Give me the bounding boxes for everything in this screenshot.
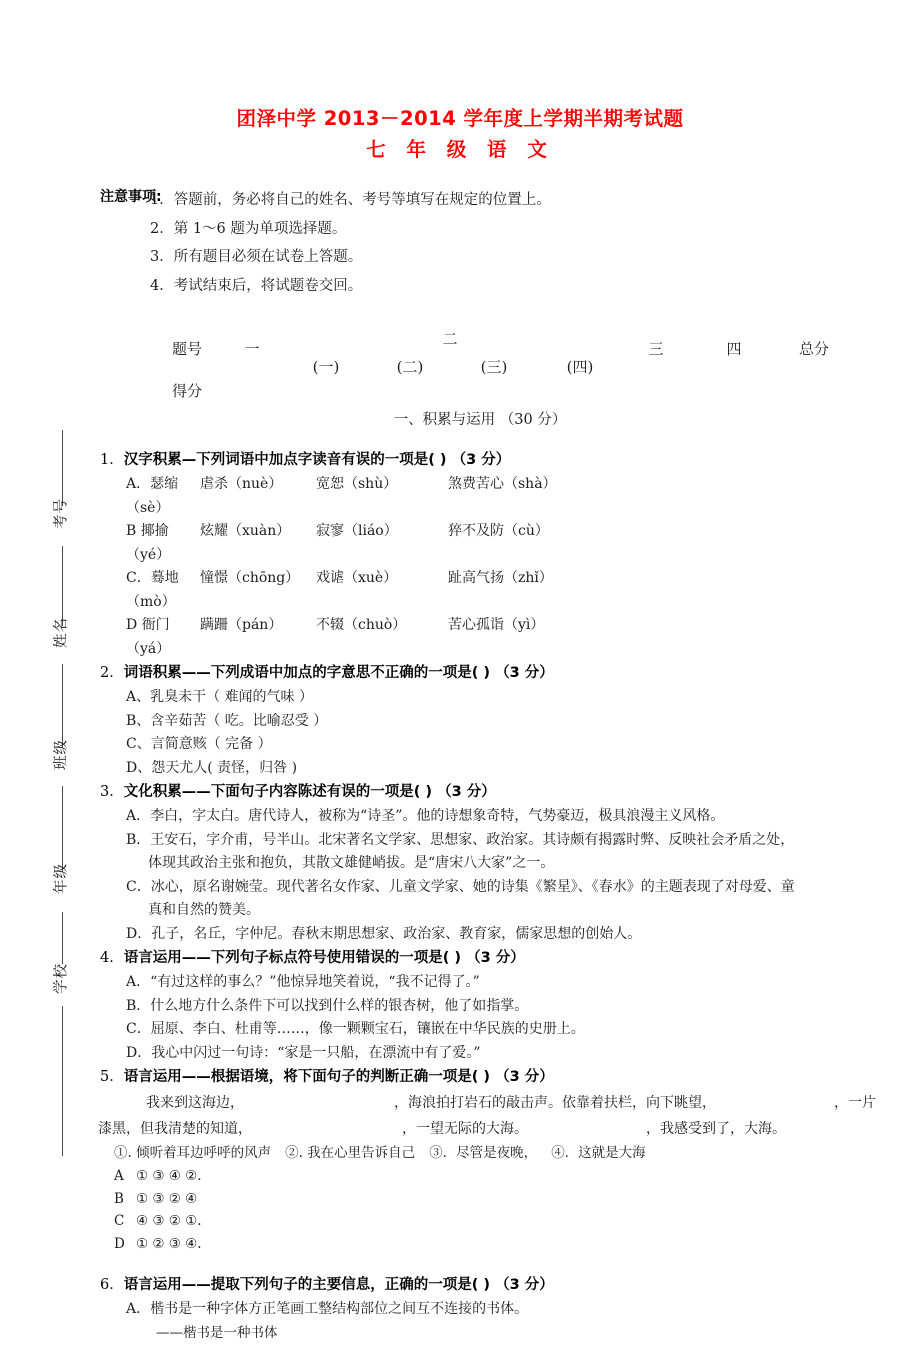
option-c-word-2: 憧憬（chōng） bbox=[200, 570, 300, 586]
option-a-word-4: 煞费苦心（shà） bbox=[448, 476, 557, 492]
option-d-word: D 衙门（yá） bbox=[126, 617, 171, 657]
score-table-col-2-3: (三) bbox=[480, 358, 508, 376]
option-b-word-4: 猝不及防（cù） bbox=[448, 523, 549, 539]
option-b-word-2: 炫耀（xuàn） bbox=[200, 523, 291, 539]
question-2-option-c: C、言简意赅（ 完备 ） bbox=[126, 736, 272, 752]
question-3-option-a bbox=[100, 805, 910, 829]
question-2-option-d: D、怨天尤人( 责怪，归咎 ) bbox=[126, 759, 298, 776]
notice-item: 2．第 1～6 题为单项选择题。 bbox=[150, 220, 347, 237]
question-6-stem bbox=[100, 1273, 910, 1298]
score-table-col-4: 四 bbox=[726, 340, 742, 358]
question-3 bbox=[100, 780, 910, 946]
question-1 bbox=[100, 448, 910, 661]
question-2-stem bbox=[100, 661, 910, 686]
question-1-row bbox=[100, 473, 910, 520]
seal-label-nianji: 年级 bbox=[53, 863, 70, 894]
score-table-col-3: 三 bbox=[648, 340, 664, 358]
option-b-lead: B．王安石，字介甫，号半山。北宋著名文学家、思想家、政治家。其诗颇有揭露时弊、反映社会矛盾之处， bbox=[126, 831, 795, 848]
option-d-lead: D．孔子，名丘，字仲尼。春秋末期思想家、政治家、教育家，儒家思想的创始人。 bbox=[126, 925, 642, 942]
question-1-number: 1． bbox=[100, 452, 124, 468]
fragment-4: ④．这就是大海 bbox=[551, 1145, 646, 1161]
seal-label-xingming: 姓名 bbox=[53, 617, 70, 648]
seal-margin bbox=[0, 0, 96, 1302]
question-1-stem bbox=[100, 448, 910, 473]
notice-item: 1．答题前，务必将自己的姓名、考号等填写在规定的位置上。 bbox=[150, 192, 551, 208]
question-2-text: 词语积累——下列成语中加点的字意思不正确的一项是( ) （3 分） bbox=[123, 665, 554, 681]
question-2-number: 2． bbox=[100, 665, 124, 681]
passage-part-2a: 漆黑，但我清楚的知道， bbox=[98, 1121, 252, 1137]
question-1-text: 汉字积累—下列词语中加点字读音有误的一项是( ) （3 分） bbox=[123, 452, 511, 468]
passage-part-1b: ，海浪拍打岩石的敲击声。依靠着扶栏，向下眺望， bbox=[394, 1095, 716, 1111]
question-5-answer-b bbox=[100, 1188, 910, 1211]
question-5-fragments bbox=[100, 1142, 910, 1165]
question-5-answer-d bbox=[100, 1233, 910, 1256]
fragment-3: ③．尽管是夜晚， bbox=[429, 1145, 538, 1161]
question-5-passage bbox=[98, 1090, 910, 1142]
question-6-sub: ——楷书是一种书体 bbox=[156, 1324, 278, 1341]
question-4-text: 语言运用——下列句子标点符号使用错误的一项是( ) （3 分） bbox=[123, 950, 525, 966]
score-table-col-1: 一 bbox=[244, 340, 260, 358]
option-c-word-3: 戏谑（xuè） bbox=[316, 570, 398, 586]
option-a-lead: A．李白，字太白。唐代诗人，被称为“诗圣”。他的诗想象奇特，气势豪迈，极具浪漫主义风格。 bbox=[126, 808, 725, 824]
question-5-text: 语言运用——根据语境，将下面句子的判断正确一项是( ) （3 分） bbox=[123, 1069, 554, 1085]
question-4-option-d: D．我心中闪过一句诗：“家是一只船，在漂流中有了爱。” bbox=[126, 1044, 481, 1061]
question-3-option-c bbox=[100, 876, 910, 923]
passage-part-1a: 我来到这海边， bbox=[146, 1095, 244, 1111]
question-6-option-a: A．楷书是一种字体方正笔画工整结构部位之间互不连接的书体。 bbox=[126, 1301, 529, 1317]
option-b-cont: 体现其政治主张和抱负，其散文雄健峭拔。是“唐宋八大家”之一。 bbox=[148, 855, 555, 871]
question-4-option-a: A．“有过这样的事么？”他惊异地笑着说，“我不记得了。” bbox=[126, 974, 480, 990]
question-1-row bbox=[100, 567, 910, 614]
question-5-answer-a bbox=[100, 1165, 910, 1188]
question-1-row bbox=[100, 614, 910, 661]
question-4 bbox=[100, 946, 910, 1065]
question-1-row bbox=[100, 520, 910, 567]
fragment-2: ②. 我在心里告诉自己 bbox=[285, 1145, 416, 1161]
answer-b-label: B bbox=[114, 1190, 124, 1207]
seal-label-kaohao: 考号 bbox=[53, 498, 70, 529]
score-table-col-2-2: (二) bbox=[396, 358, 424, 376]
fragment-1: ①. 倾听着耳边呼呼的风声 bbox=[114, 1145, 272, 1161]
option-b-word: B 揶揄（yé） bbox=[126, 523, 171, 563]
score-table-row-label-defen: 得分 bbox=[171, 382, 202, 400]
question-2-option-b: B、含辛茹苦（ 吃。比喻忍受 ） bbox=[126, 712, 328, 729]
question-2 bbox=[100, 661, 910, 780]
option-d-word-3: 不辍（chuò） bbox=[316, 617, 407, 633]
option-c-cont: 真和自然的赞美。 bbox=[148, 902, 260, 918]
option-c-word-4: 趾高气扬（zhǐ） bbox=[448, 570, 553, 586]
option-b-word-3: 寂寥（liáo） bbox=[316, 523, 398, 539]
question-3-option-b bbox=[100, 829, 910, 876]
score-table-group-two: 二 bbox=[442, 330, 458, 348]
answer-a-value: ① ③ ④ ②. bbox=[136, 1168, 202, 1184]
questions-container bbox=[100, 448, 910, 1345]
answer-c-label: C bbox=[114, 1213, 125, 1229]
page-subtitle: 七 年 级 语 文 bbox=[366, 138, 554, 161]
question-2-option-a: A、乳臭未干（ 难闻的气味 ） bbox=[126, 689, 314, 705]
score-table-col-2-4: (四) bbox=[566, 358, 594, 376]
answer-b-value: ① ③ ② ④ bbox=[136, 1190, 198, 1207]
page-title: 团泽中学 2013－2014 学年度上学期半期考试题 bbox=[236, 107, 684, 130]
seal-label-banji: 班级 bbox=[53, 739, 70, 770]
passage-part-1c: ，一片 bbox=[834, 1095, 876, 1111]
question-3-text: 文化积累——下面句子内容陈述有误的一项是( ) （3 分） bbox=[123, 784, 496, 800]
notice-label: 注意事项: bbox=[100, 189, 162, 205]
option-a-word-2: 虐杀（nuè） bbox=[200, 476, 283, 492]
score-table bbox=[96, 330, 876, 408]
answer-d-label: D bbox=[114, 1235, 125, 1252]
passage-part-2c: ，我感受到了，大海。 bbox=[646, 1121, 786, 1137]
notice-list bbox=[150, 186, 770, 300]
score-table-col-total: 总分 bbox=[798, 340, 829, 358]
question-6 bbox=[100, 1273, 910, 1345]
option-c-word: C．蓦地（mò） bbox=[126, 570, 179, 610]
answer-d-value: ① ② ③ ④. bbox=[136, 1235, 202, 1252]
question-4-option-b: B．什么地方什么条件下可以找到什么样的银杏树，他了如指掌。 bbox=[126, 997, 529, 1014]
option-d-word-4: 苦心孤诣（yì） bbox=[448, 617, 545, 633]
option-c-lead: C．冰心，原名谢婉莹。现代著名女作家、儿童文学家、她的诗集《繁星》、《春水》的主题表现了对母爱、童 bbox=[126, 878, 795, 895]
section-heading: 一、积累与运用 （30 分） bbox=[393, 412, 567, 428]
score-table-row-label-tihao: 题号 bbox=[171, 340, 202, 358]
question-6-number: 6． bbox=[100, 1277, 124, 1293]
question-4-number: 4． bbox=[100, 950, 124, 966]
question-5-stem bbox=[100, 1065, 910, 1090]
notice-item: 4．考试结束后，将试题卷交回。 bbox=[150, 277, 363, 294]
question-4-option-c: C．屈原、李白、杜甫等……，像一颗颗宝石，镶嵌在中华民族的史册上。 bbox=[126, 1021, 585, 1037]
option-d-word-2: 蹒跚（pán） bbox=[200, 617, 283, 633]
passage-part-2b: ，一望无际的大海。 bbox=[402, 1121, 528, 1137]
seal-label-xuexiao: 学校 bbox=[53, 963, 70, 994]
question-5-number: 5． bbox=[100, 1069, 124, 1085]
notice-item: 3．所有题目必须在试卷上答题。 bbox=[150, 249, 363, 265]
question-3-stem bbox=[100, 780, 910, 805]
answer-c-value: ④ ③ ② ①. bbox=[136, 1213, 202, 1229]
option-a-word: A．瑟缩（sè） bbox=[126, 476, 179, 516]
question-3-number: 3． bbox=[100, 784, 124, 800]
score-table-col-2-1: (一) bbox=[312, 358, 340, 376]
question-4-stem bbox=[100, 946, 910, 971]
question-5-answer-c bbox=[100, 1210, 910, 1233]
question-5 bbox=[100, 1065, 910, 1255]
question-6-text: 语言运用——提取下列句子的主要信息，正确的一项是( ) （3 分） bbox=[123, 1277, 554, 1293]
answer-a-label: A bbox=[114, 1168, 124, 1184]
option-a-word-3: 宽恕（shù） bbox=[316, 476, 398, 492]
question-3-option-d bbox=[100, 923, 910, 947]
